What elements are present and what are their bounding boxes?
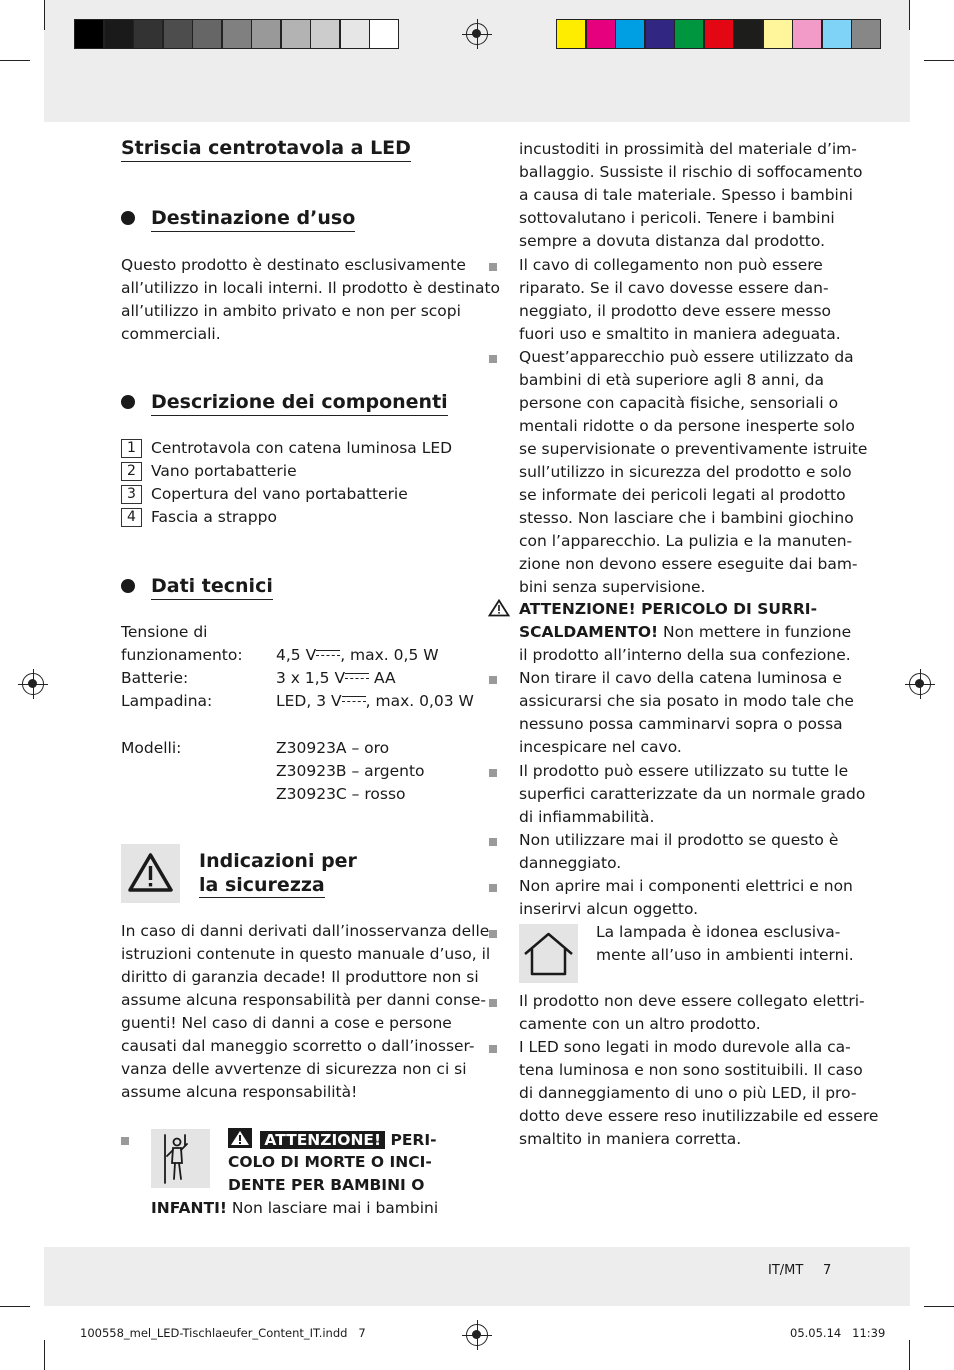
warning-triangle-icon <box>121 844 180 903</box>
heading-safety: Indicazioni per la sicurezza <box>199 850 357 896</box>
color-swatch <box>281 19 311 49</box>
component-number: 3 <box>121 485 142 504</box>
color-swatch <box>222 19 252 49</box>
component-number: 1 <box>121 439 142 458</box>
heading-components: Descrizione dei componenti <box>151 389 448 416</box>
color-swatch <box>192 19 222 49</box>
warning-triangle-icon <box>488 599 510 617</box>
child-warning-text: ATTENZIONE! PERI- <box>228 1128 437 1152</box>
color-swatch <box>763 19 793 49</box>
list-bullet-icon <box>489 1045 497 1053</box>
color-swatch <box>310 19 340 49</box>
child-warning-text: COLO DI MORTE O INCI- <box>228 1153 432 1171</box>
component-label: Vano portabatterie <box>151 462 297 480</box>
color-swatch <box>74 19 104 49</box>
color-swatch <box>556 19 586 49</box>
file-info: 100558_mel_LED-Tischlaeufer_Content_IT.indd 7 <box>80 1326 366 1340</box>
child-warning-icon <box>151 1129 210 1188</box>
crop-mark <box>0 60 30 61</box>
dc-symbol-icon <box>316 647 340 659</box>
list-item: Il prodotto può essere utilizzato su tutte le superfici caratterizzate da un normale grado di infiammabilità. <box>519 762 866 826</box>
list-bullet-icon <box>121 1137 129 1145</box>
section-bullet-icon <box>121 579 135 593</box>
registration-mark-icon <box>466 23 488 45</box>
overheating-warning: ATTENZIONE! PERICOLO DI SURRI- <box>519 600 818 618</box>
batteries-value: 3 x 1,5 V AA <box>276 669 396 687</box>
color-swatch <box>851 19 881 49</box>
list-item: I LED sono legati in modo durevole alla ca- tena luminosa e non sono sostituibili. Il caso di danneggiamento di uno o più LED, il pro- dotto deve essere reso inutilizzabile ed essere smaltito in maniera corretta. <box>519 1038 879 1148</box>
model-item: Z30923C – rosso <box>276 785 406 803</box>
color-swatch <box>586 19 616 49</box>
dc-symbol-icon <box>345 670 369 682</box>
list-bullet-icon <box>489 884 497 892</box>
overheating-warning: SCALDAMENTO! Non mettere in funzione <box>519 623 852 641</box>
dc-symbol-icon <box>342 693 366 705</box>
color-swatch <box>133 19 163 49</box>
crop-mark <box>924 1306 954 1307</box>
crop-mark <box>909 0 910 30</box>
page-number: 7 <box>823 1263 832 1278</box>
crop-mark <box>924 60 954 61</box>
lamp-value: LED, 3 V , max. 0,03 W <box>276 692 474 710</box>
attention-label: ATTENZIONE! <box>260 1131 385 1149</box>
list-bullet-icon <box>489 999 497 1007</box>
crop-mark <box>0 1306 30 1307</box>
color-swatch <box>615 19 645 49</box>
intended-use-text: Questo prodotto è destinato esclusivamente all’utilizzo in locali interni. Il prodotto è destinato all’utilizzo in ambito privato e non per scopi commerciali. <box>121 256 501 343</box>
color-swatch <box>704 19 734 49</box>
color-swatch <box>822 19 852 49</box>
color-swatch <box>733 19 763 49</box>
print-date: 05.05.14 11:39 <box>790 1326 886 1340</box>
batteries-label: Batterie: <box>121 669 189 687</box>
registration-mark-icon <box>22 673 44 695</box>
color-swatch <box>251 19 281 49</box>
component-label: Copertura del vano portabatterie <box>151 485 408 503</box>
model-item: Z30923A – oro <box>276 739 390 757</box>
color-swatch <box>163 19 193 49</box>
child-warning-text: DENTE PER BAMBINI O <box>228 1176 425 1194</box>
color-swatch <box>645 19 675 49</box>
list-bullet-icon <box>489 263 497 271</box>
lamp-label: Lampadina: <box>121 692 213 710</box>
color-swatch <box>104 19 134 49</box>
list-bullet-icon <box>489 930 497 938</box>
list-item: Non utilizzare mai il prodotto se questo è danneggiato. <box>519 831 839 872</box>
list-item: La lampada è idonea esclusiva- mente all’uso in ambienti interni. <box>596 923 854 964</box>
list-item: Quest’apparecchio può essere utilizzato da bambini di età superiore agli 8 anni, da persone con capacità fisiche, sensoriali o mentali ridotte o da persone inesperte solo se supervisionate o preventivamente istruite sull’utilizzo in sicurezza del prodotto e solo se informate dei pericoli legati al prodotto stesso. Non lasciare che i bambini giochino con l’apparecchio. La pulizia e la manuten- zione non devono essere eseguite dai bam- bini senza supervisione. <box>519 348 868 596</box>
component-number: 4 <box>121 508 142 527</box>
heading-intended-use: Destinazione d’uso <box>151 205 355 232</box>
color-swatch <box>369 19 399 49</box>
component-label: Fascia a strappo <box>151 508 277 526</box>
list-bullet-icon <box>489 769 497 777</box>
list-item: Non aprire mai i componenti elettrici e non inserirvi alcun oggetto. <box>519 877 853 918</box>
safety-intro-text: In caso di danni derivati dall’inosservanza delle istruzioni contenute in questo manuale d’uso, il diritto di garanzia decade! Il produttore non si assume alcuna responsabilità per danni conse- guenti! Nel caso di danni a cose e persone causati dal maneggio scorretto o dall’inosser- vanza delle avvertenze di sicurezza non ci si assume alcuna responsabilità! <box>121 922 491 1101</box>
list-bullet-icon <box>489 355 497 363</box>
child-warning-text: INFANTI! Non lasciare mai i bambini <box>151 1199 439 1217</box>
house-icon <box>519 924 578 983</box>
color-swatch <box>674 19 704 49</box>
heading-technical-data: Dati tecnici <box>151 573 273 600</box>
page-title: Striscia centrotavola a LED <box>121 135 411 162</box>
voltage-label: funzionamento: <box>121 646 243 664</box>
crop-mark <box>44 1340 45 1370</box>
child-warning-continued: incustoditi in prossimità del materiale d’im- ballaggio. Sussiste il rischio di soffocamento a causa di tale materiale. Spesso i bambini sottovalutano i pericoli. Tenere i bambini sempre a dovuta distanza dal prodotto. <box>519 140 863 250</box>
crop-mark <box>909 1340 910 1370</box>
overheating-warning: il prodotto all’interno della sua confezione. <box>519 646 851 664</box>
list-item: Il cavo di collegamento non può essere riparato. Se il cavo dovesse essere dan- neggiato, il prodotto deve essere messo fuori uso e smaltito in maniera adeguata. <box>519 256 841 343</box>
component-label: Centrotavola con catena luminosa LED <box>151 439 453 457</box>
list-item: Il prodotto non deve essere collegato elettri- camente con un altro prodotto. <box>519 992 865 1033</box>
registration-mark-icon <box>909 673 931 695</box>
color-swatch <box>340 19 370 49</box>
voltage-label: Tensione di <box>121 623 208 641</box>
crop-mark <box>44 0 45 30</box>
section-bullet-icon <box>121 395 135 409</box>
section-bullet-icon <box>121 211 135 225</box>
component-number: 2 <box>121 462 142 481</box>
model-item: Z30923B – argento <box>276 762 425 780</box>
list-bullet-icon <box>489 838 497 846</box>
language-code: IT/MT <box>768 1263 804 1278</box>
list-item: Non tirare il cavo della catena luminosa e assicurarsi che sia posato in modo tale che nessuno possa camminarvi sopra o possa incespicare nel cavo. <box>519 669 854 756</box>
color-swatch <box>792 19 822 49</box>
warning-triangle-icon <box>228 1128 252 1148</box>
registration-mark-icon <box>466 1324 488 1346</box>
list-bullet-icon <box>489 676 497 684</box>
voltage-value: 4,5 V , max. 0,5 W <box>276 646 439 664</box>
models-label: Modelli: <box>121 739 182 757</box>
